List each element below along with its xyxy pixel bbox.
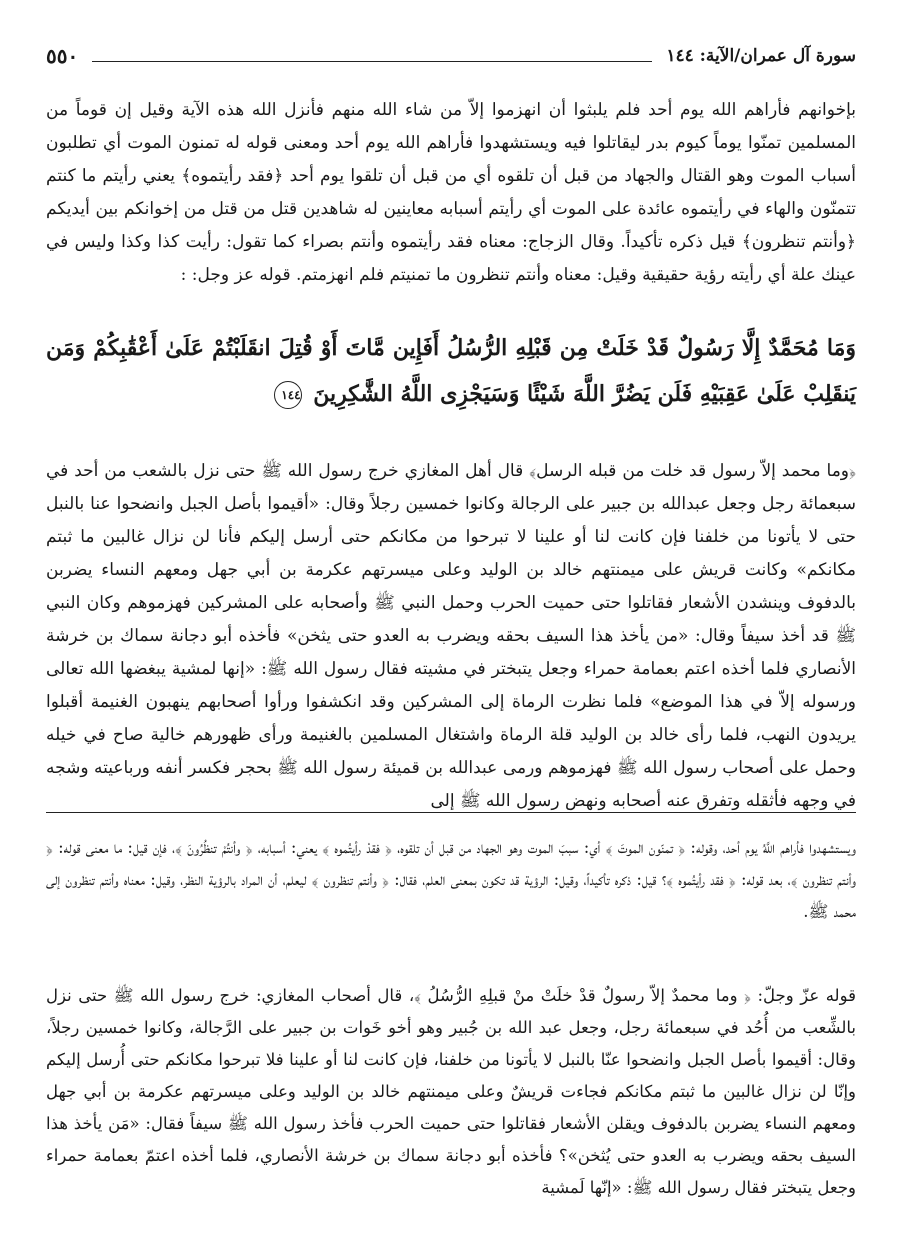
main-text-section-1 bbox=[46, 94, 856, 292]
page-number: ٥٥٠ bbox=[46, 44, 79, 68]
verse-number-ornament: ١٤٤ bbox=[274, 381, 302, 409]
footnote-divider bbox=[46, 812, 856, 813]
footnote-section-2 bbox=[46, 980, 856, 1204]
footnote-section-1 bbox=[46, 832, 856, 928]
quran-verse-text: وَمَا مُحَمَّدٌ إِلَّا رَسُولٌ قَدْ خَلَتْ مِن قَبْلِهِ الرُّسُلُ أَفَإِين مَّاتَ أَوْ قُتِلَ انقَلَبْتُمْ عَلَىٰ أَعْقَٰبِكُمْ وَمَن يَنقَلِبْ عَلَىٰ عَقِبَيْهِ فَلَن يَضُرَّ اللَّهَ شَيْئًا وَسَيَجْزِى اللَّهُ الشَّٰكِرِينَ bbox=[46, 335, 856, 407]
main-paragraph-2: ﴿وما محمد إلاّ رسول قد خلت من قبله الرسل﴾ قال أهل المغازي خرج رسول الله ﷺ حتى نزل بالشعب من أحد في سبعمائة رجل وجعل عبدالله بن جبير على الرجالة وكانوا خمسين رجلاً وقال: «أقيموا بأصل الجبل وانضحوا عنا بالنبل حتى لا يأتونا من خلفنا فإن كانت لنا أو علينا لا تبرحوا من مكانكم حتى أرسل إليكم فأنا لن نزال غالبين ما ثبتم مكانكم» وكانت قريش على ميمنتهم خالد بن الوليد وعلى ميسرتهم عكرمة بن أبي جهل ومعهم النساء يضربن بالدفوف وينشدن الأشعار فقاتلوا حتى حميت الحرب وحمل النبي ﷺ وأصحابه على المشركين فهزموهم وكان النبي ﷺ قد أخذ سيفاً وقال: «من يأخذ هذا السيف بحقه ويضرب به العدو حتى يثخن» فأخذه أبو دجانة سماك بن خرشة الأنصاري فلما أخذه اعتم بعمامة حمراء وجعل يتبختر في مشيته فقال رسول الله ﷺ: «إنها لمشية يبغضها الله تعالى ورسوله إلاّ في هذا الموضع» فلما نظرت الرماة إلى المشركين وقد انكشفوا ورأوا أصحابهم ينهبون الغنيمة أقبلوا يريدون النهب، فلما رأى خالد بن الوليد قلة الرماة واشتغال المسلمين بالغنيمة ورأى ظهورهم خالية صاح في خيله وحمل على أصحاب رسول الله ﷺ فهزموهم ورمى عبدالله بن قميئة رسول الله ﷺ بحجر فكسر أنفه ورباعيته وشجه في وجهه فأثقله وتفرق عنه أصحابه ونهض رسول الله ﷺ إلى bbox=[46, 461, 856, 811]
header-rule bbox=[92, 51, 652, 62]
main-paragraph-1: بإخوانهم فأراهم الله يوم أحد فلم يلبثوا أن انهزموا إلاّ من شاء الله منهم فأنزل الله هذه الآية وقيل إن قوماً من المسلمين تمنّوا يوماً كيوم بدر ليقاتلوا فيه ويستشهدوا فأراهم الله يوم أحد ومعنى قوله له تمنون الموت أي تطلبون أسباب الموت وهو القتال والجهاد من قبل أن تلقوه أي من قبل أن تلقوا يوم أحد ﴿فقد رأيتموه﴾ يعني رأيتم ما كنتم تتمنّون والهاء في رأيتموه عائدة على الموت أي رأيتم أسبابه معاينين له شاهدين قتل من قتل من إخوانكم بين أيديكم ﴿وأنتم تنظرون﴾ قيل ذكره تأكيداً. وقال الزجاج: معناه فقد رأيتموه وأنتم بصراء كما تقول: رأيت كذا وكذا وليس في عينك علة أي رأيته رؤية حقيقية وقيل: معناه وأنتم تنظرون ما تمنيتم فلم انهزمتم. قوله عز وجل: : bbox=[46, 100, 856, 285]
quran-verse-block bbox=[46, 325, 856, 417]
footnote-paragraph-2: قوله عزّ وجلّ: ﴿ وما محمدٌ إلاّ رسولٌ قدْ خلَتْ منْ قبلِهِ الرُّسُلُ ﴾، قال أصحاب المغازي: خرج رسول الله ﷺ حتى نزل بالشِّعب من أُحُد في سبعمائة رجل، وجعل عبد الله بن جُبير وهو أخو خَوات بن جبير على الرَّجالة، وكانوا خمسين رجلاً، وقال: أقيموا بأصل الجبل وانضحوا عنّا بالنبل لا يأتونا من خلفنا، فإن كانت لنا أو علينا فلا تبرحوا مكانكم حتى أُرسل إليكم وإنّا لن نزال غالبين ما ثبتم مكانكم فجاءت قريشٌ وعلى ميمنتهم خالد بن الوليد وعلى ميسرتهم عكرمة بن أبي جهل ومعهم النساء يضربن بالدفوف ويقلن الأشعار فقاتلوا حتى حميت الحرب فأخذ رسول الله ﷺ سيفاً فقال: «مَن يأخذ هذا السيف بحقه ويضرب به العدو حتى يُثخن»؟ فأخذه أبو دجانة سماك بن خرشة الأنصاري، فلما أخذه اعتمّ بعمامة حمراء وجعل يتبختر فقال رسول الله ﷺ: «إنّها لَمشية bbox=[46, 986, 856, 1197]
main-text-section-2 bbox=[46, 455, 856, 818]
footnote-paragraph-1: ويستشهدوا فأراهم اللَّهُ يوم أحد، وقوله: ﴿ تمنّون الموتَ ﴾ أي: سببَ الموت وهو الجهاد من قبل أن تلقوه، ﴿ فقدْ رأيتُموه ﴾ يعني: أسبابه، ﴿ وأنتُمْ تنظُرُونَ ﴾، فإن قيل: ما معنى قوله: ﴿ وأنتم تنظرون ﴾، بعد قوله: ﴿ فقد رأيتُموه ﴾؟ قيل: ذكره تأكيداً، وقيل: الرؤية قد تكون بمعنى العلم، فقال: ﴿ وأنتم تنظرون ﴾ ليعلم، أن المراد بالرؤية النظر، وقيل: معناه وأنتم تنظرون إلى محمد ﷺ. bbox=[46, 838, 856, 921]
page-header bbox=[46, 42, 856, 70]
book-page bbox=[46, 0, 856, 1255]
running-title: سورة آل عمران/الآية: ١٤٤ bbox=[666, 46, 856, 66]
